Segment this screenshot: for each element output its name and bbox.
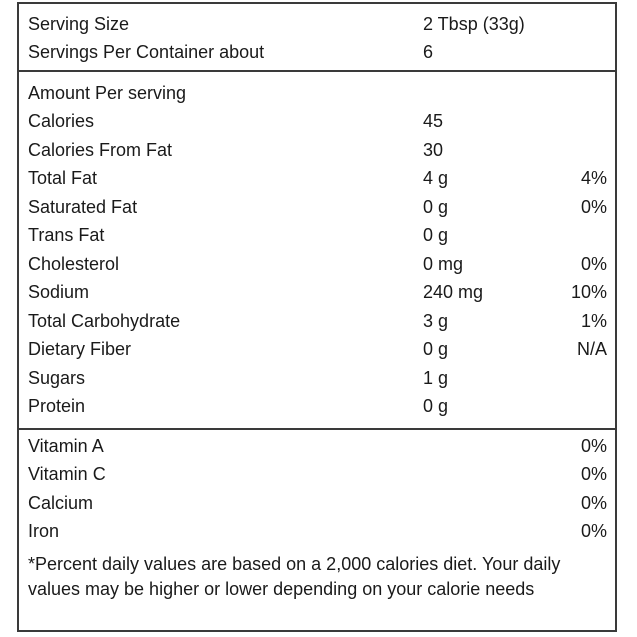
- nutrient-name: Saturated Fat: [28, 197, 138, 217]
- vitamin-name: Iron: [28, 521, 60, 541]
- nutrient-daily-value: 1%: [580, 311, 607, 331]
- vitamin-daily-value: 0%: [580, 464, 607, 484]
- nutrient-daily-value: 0%: [580, 197, 607, 217]
- nutrient-name: Protein: [28, 396, 86, 416]
- nutrient-daily-value: 4%: [580, 168, 607, 188]
- nutrient-name: Total Carbohydrate: [28, 311, 181, 331]
- serving-size-row: [19, 10, 615, 38]
- nutrient-daily-value: 0%: [580, 254, 607, 274]
- servings-per-container-label: Servings Per Container about: [28, 42, 265, 62]
- nutrient-name: Calories: [28, 111, 95, 131]
- vitamin-daily-value: 0%: [580, 521, 607, 541]
- vitamin-row: [19, 517, 615, 545]
- nutrient-row: [19, 107, 615, 135]
- nutrient-row: [19, 136, 615, 164]
- nutrient-name: Sugars: [28, 368, 86, 388]
- nutrient-name: Sodium: [28, 282, 90, 302]
- vitamin-daily-value: 0%: [580, 436, 607, 456]
- amount-per-serving-label: Amount Per serving: [28, 83, 187, 103]
- nutrient-amount: 0 g: [423, 197, 449, 217]
- nutrient-name: Trans Fat: [28, 225, 105, 245]
- nutrient-row: [19, 250, 615, 278]
- vitamin-row: [19, 460, 615, 488]
- nutrient-amount: 30: [423, 140, 444, 160]
- nutrient-name: Calories From Fat: [28, 140, 173, 160]
- nutrient-name: Cholesterol: [28, 254, 120, 274]
- nutrient-row: [19, 278, 615, 306]
- vitamin-daily-value: 0%: [580, 493, 607, 513]
- nutrient-amount: 3 g: [423, 311, 449, 331]
- vitamin-name: Vitamin A: [28, 436, 104, 456]
- daily-value-footnote: *Percent daily values are based on a 2,000 calories diet. Your daily values may be higher or lower depending on your calorie needs: [28, 554, 561, 599]
- nutrient-amount: 0 mg: [423, 254, 464, 274]
- nutrient-name: Total Fat: [28, 168, 98, 188]
- nutrient-amount: 4 g: [423, 168, 449, 188]
- nutrient-name: Dietary Fiber: [28, 339, 132, 359]
- nutrient-row: [19, 364, 615, 392]
- nutrient-amount: 0 g: [423, 396, 449, 416]
- nutrient-row: [19, 392, 615, 420]
- vitamin-name: Vitamin C: [28, 464, 106, 484]
- section-divider: [19, 428, 615, 430]
- nutrient-amount: 45: [423, 111, 444, 131]
- amount-per-serving-header: [19, 79, 615, 107]
- nutrient-daily-value: N/A: [576, 339, 607, 359]
- vitamin-row: [19, 489, 615, 517]
- nutrient-row: [19, 193, 615, 221]
- nutrient-amount: 0 g: [423, 225, 449, 245]
- vitamin-name: Calcium: [28, 493, 94, 513]
- nutrient-amount: 1 g: [423, 368, 449, 388]
- section-divider: [19, 70, 615, 72]
- nutrition-facts-panel: [17, 2, 617, 632]
- vitamin-row: [19, 432, 615, 460]
- nutrient-row: [19, 221, 615, 249]
- nutrient-row: [19, 335, 615, 363]
- serving-size-value: 2 Tbsp (33g): [423, 14, 525, 34]
- servings-per-container-row: [19, 38, 615, 66]
- servings-per-container-value: 6: [423, 42, 434, 62]
- nutrient-row: [19, 307, 615, 335]
- nutrient-daily-value: 10%: [570, 282, 607, 302]
- nutrient-row: [19, 164, 615, 192]
- serving-size-label: Serving Size: [28, 14, 130, 34]
- nutrient-amount: 240 mg: [423, 282, 484, 302]
- nutrient-amount: 0 g: [423, 339, 449, 359]
